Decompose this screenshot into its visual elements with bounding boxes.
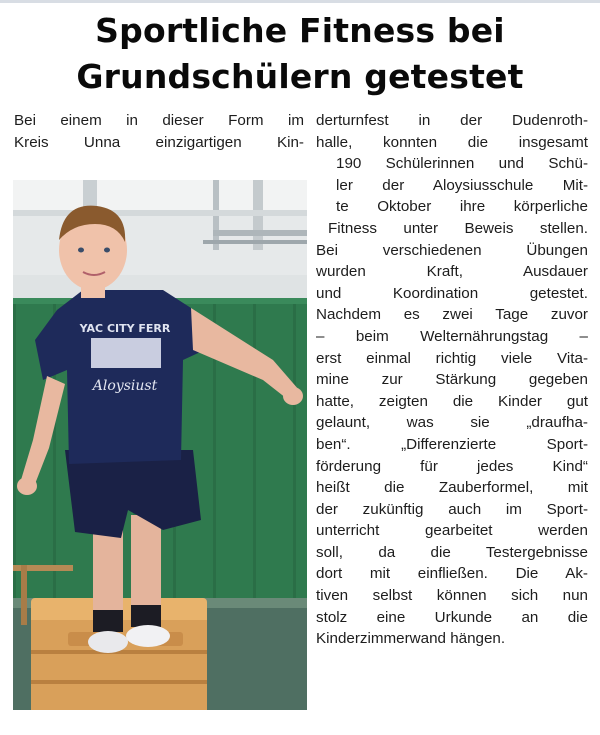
column-line: erst einmal richtig viele Vita- bbox=[316, 349, 588, 367]
column-line: ben“. „Differenzierte Sport- bbox=[316, 435, 588, 453]
column-line: – beim Welternährungstag – bbox=[316, 327, 588, 345]
top-rule bbox=[0, 0, 600, 3]
column-line: wurden Kraft, Ausdauer bbox=[316, 263, 588, 281]
photo-child-on-vaulting-box bbox=[13, 180, 307, 710]
article-column bbox=[316, 110, 588, 650]
column-line: Fitness unter Beweis stellen. bbox=[328, 219, 588, 237]
lead-line: Bei einem in dieser Form im bbox=[14, 112, 304, 129]
shirt-print-top: YAC CITY FERR bbox=[79, 322, 171, 335]
shirt-print-bottom: Aloysiust bbox=[92, 378, 158, 394]
column-line: stolz eine Urkunde an die bbox=[316, 608, 588, 626]
column-line: dort mit einfließen. Die Ak- bbox=[316, 565, 588, 583]
column-line: Nachdem es zwei Tage zuvor bbox=[316, 306, 588, 324]
headline-line-1: Sportliche Fitness bei bbox=[95, 11, 505, 50]
column-line: Kinderzimmerwand hängen. bbox=[316, 630, 506, 648]
column-line: tiven selbst können sich nun bbox=[316, 587, 588, 605]
headline-line-2: Grundschülern getestet bbox=[76, 57, 524, 96]
column-line: hatte, zeigten die Kinder gut bbox=[316, 392, 588, 410]
column-line: mine zur Stärkung gegeben bbox=[316, 371, 588, 389]
article-photo bbox=[13, 180, 307, 710]
column-line: heißt die Zauberformel, mit bbox=[316, 479, 588, 497]
column-line: ler der Aloysiusschule Mit- bbox=[336, 176, 588, 194]
article-headline bbox=[0, 8, 600, 100]
column-line: 190 Schülerinnen und Schü- bbox=[336, 155, 588, 173]
column-line: derturnfest in der Dudenroth- bbox=[316, 112, 588, 129]
column-line: halle, konnten die insgesamt bbox=[316, 133, 588, 151]
column-line: soll, da die Testergebnisse bbox=[316, 543, 588, 561]
column-line: der zukünftig auch im Sport- bbox=[316, 500, 588, 518]
column-line: te Oktober ihre körperliche bbox=[336, 198, 588, 216]
lead-line: Kreis Unna einzigartigen Kin- bbox=[14, 133, 304, 151]
column-line: Bei verschiedenen Übungen bbox=[316, 241, 588, 259]
lead-paragraph bbox=[14, 110, 304, 153]
column-line: gelaunt, was sie „draufha- bbox=[316, 414, 588, 432]
column-line: förderung für jedes Kind“ bbox=[316, 457, 588, 475]
column-line: und Koordination getestet. bbox=[316, 284, 588, 302]
column-line: unterricht gearbeitet werden bbox=[316, 522, 588, 540]
